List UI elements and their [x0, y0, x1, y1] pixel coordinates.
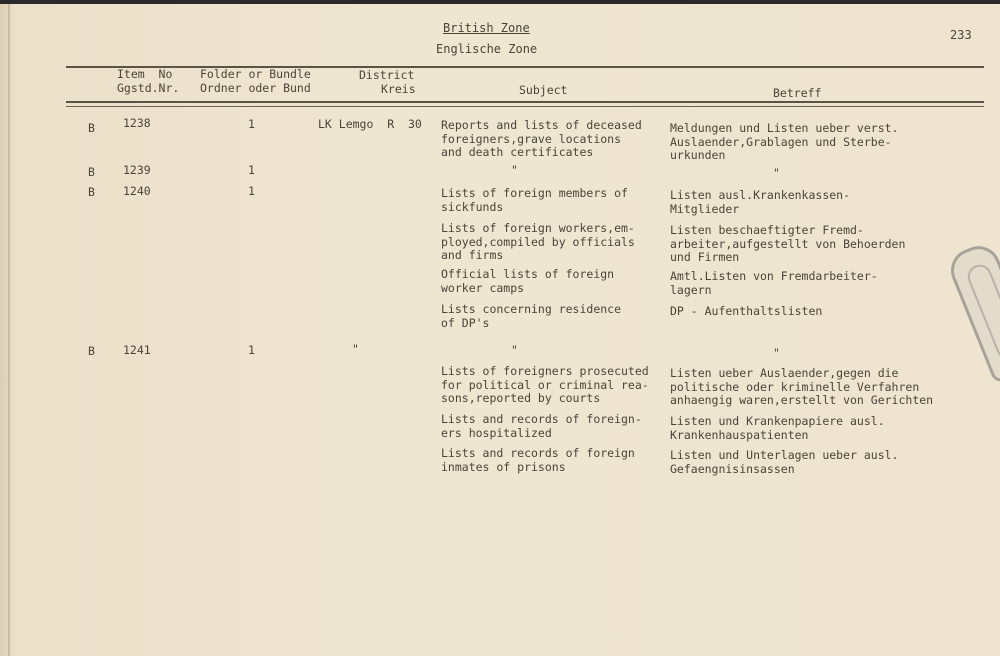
row-district: LK Lemgo R 30	[318, 117, 422, 131]
col-header-folder-de: Ordner oder Bund	[200, 81, 311, 95]
entry-subject: Lists of foreign members of sickfunds	[441, 186, 628, 214]
col-header-folder: Folder or Bundle	[200, 67, 311, 81]
row-folder: 1	[248, 343, 255, 357]
row-item-number: 1240	[123, 184, 151, 198]
row-betreff: Meldungen und Listen ueber verst. Auslaender,Grablagen und Sterbe- urkunden	[670, 121, 899, 162]
row-folder: 1	[248, 117, 255, 131]
page-number: 233	[950, 28, 972, 42]
entry-betreff: DP - Aufenthaltslisten	[670, 304, 823, 318]
row-item-number: 1239	[123, 163, 151, 177]
row-subject-ditto: "	[511, 343, 518, 357]
row-series: B	[88, 121, 95, 135]
row-subject-ditto: "	[511, 163, 518, 177]
entry-subject: Lists of foreigners prosecuted for political or criminal rea- sons,reported by courts	[441, 364, 649, 405]
entry-subject: Lists of foreign workers,em- ployed,compiled by officials and firms	[441, 221, 635, 262]
row-folder: 1	[248, 163, 255, 177]
entry-subject: Lists and records of foreign- ers hospitalized	[441, 412, 642, 440]
entry-subject: Official lists of foreign worker camps	[441, 267, 615, 295]
page-fold	[8, 4, 10, 656]
row-series: B	[88, 344, 95, 358]
row-betreff-ditto: "	[773, 166, 780, 180]
row-district-ditto: "	[352, 342, 359, 356]
col-header-item: Item No	[117, 67, 173, 81]
col-header-betreff: Betreff	[773, 86, 822, 100]
col-header-subject: Subject	[519, 83, 568, 97]
entry-subject: Lists concerning residence of DP's	[441, 302, 622, 330]
entry-betreff: Listen und Unterlagen ueber ausl. Gefaengnisinsassen	[670, 448, 899, 476]
header-bottom-rule	[66, 101, 984, 103]
row-series: B	[88, 165, 95, 179]
entry-subject: Lists and records of foreign inmates of prisons	[441, 446, 635, 474]
entry-betreff: Listen beschaeftigter Fremd- arbeiter,aufgestellt von Behoerden und Firmen	[670, 223, 906, 264]
entry-betreff: Listen ueber Auslaender,gegen die politische oder kriminelle Verfahren anhaengig waren,erstellt von Gerichten	[670, 366, 934, 407]
row-series: B	[88, 185, 95, 199]
row-subject: Reports and lists of deceased foreigners,grave locations and death certificates	[441, 118, 642, 159]
row-item-number: 1238	[123, 116, 151, 130]
header-bottom-rule-2	[66, 106, 984, 107]
scan-edge	[0, 0, 1000, 4]
entry-betreff: Listen und Krankenpapiere ausl. Krankenhauspatienten	[670, 414, 885, 442]
row-folder: 1	[248, 184, 255, 198]
col-header-district: District	[359, 68, 415, 82]
row-item-number: 1241	[123, 343, 151, 357]
row-betreff-ditto: "	[773, 346, 780, 360]
col-header-item-de: Ggstd.Nr.	[117, 81, 180, 95]
col-header-district-de: Kreis	[381, 82, 416, 96]
entry-betreff: Amtl.Listen von Fremdarbeiter- lagern	[670, 269, 878, 297]
zone-title-german: Englische Zone	[436, 42, 538, 56]
entry-betreff: Listen ausl.Krankenkassen- Mitglieder	[670, 188, 851, 216]
zone-title-english: British Zone	[443, 21, 530, 35]
